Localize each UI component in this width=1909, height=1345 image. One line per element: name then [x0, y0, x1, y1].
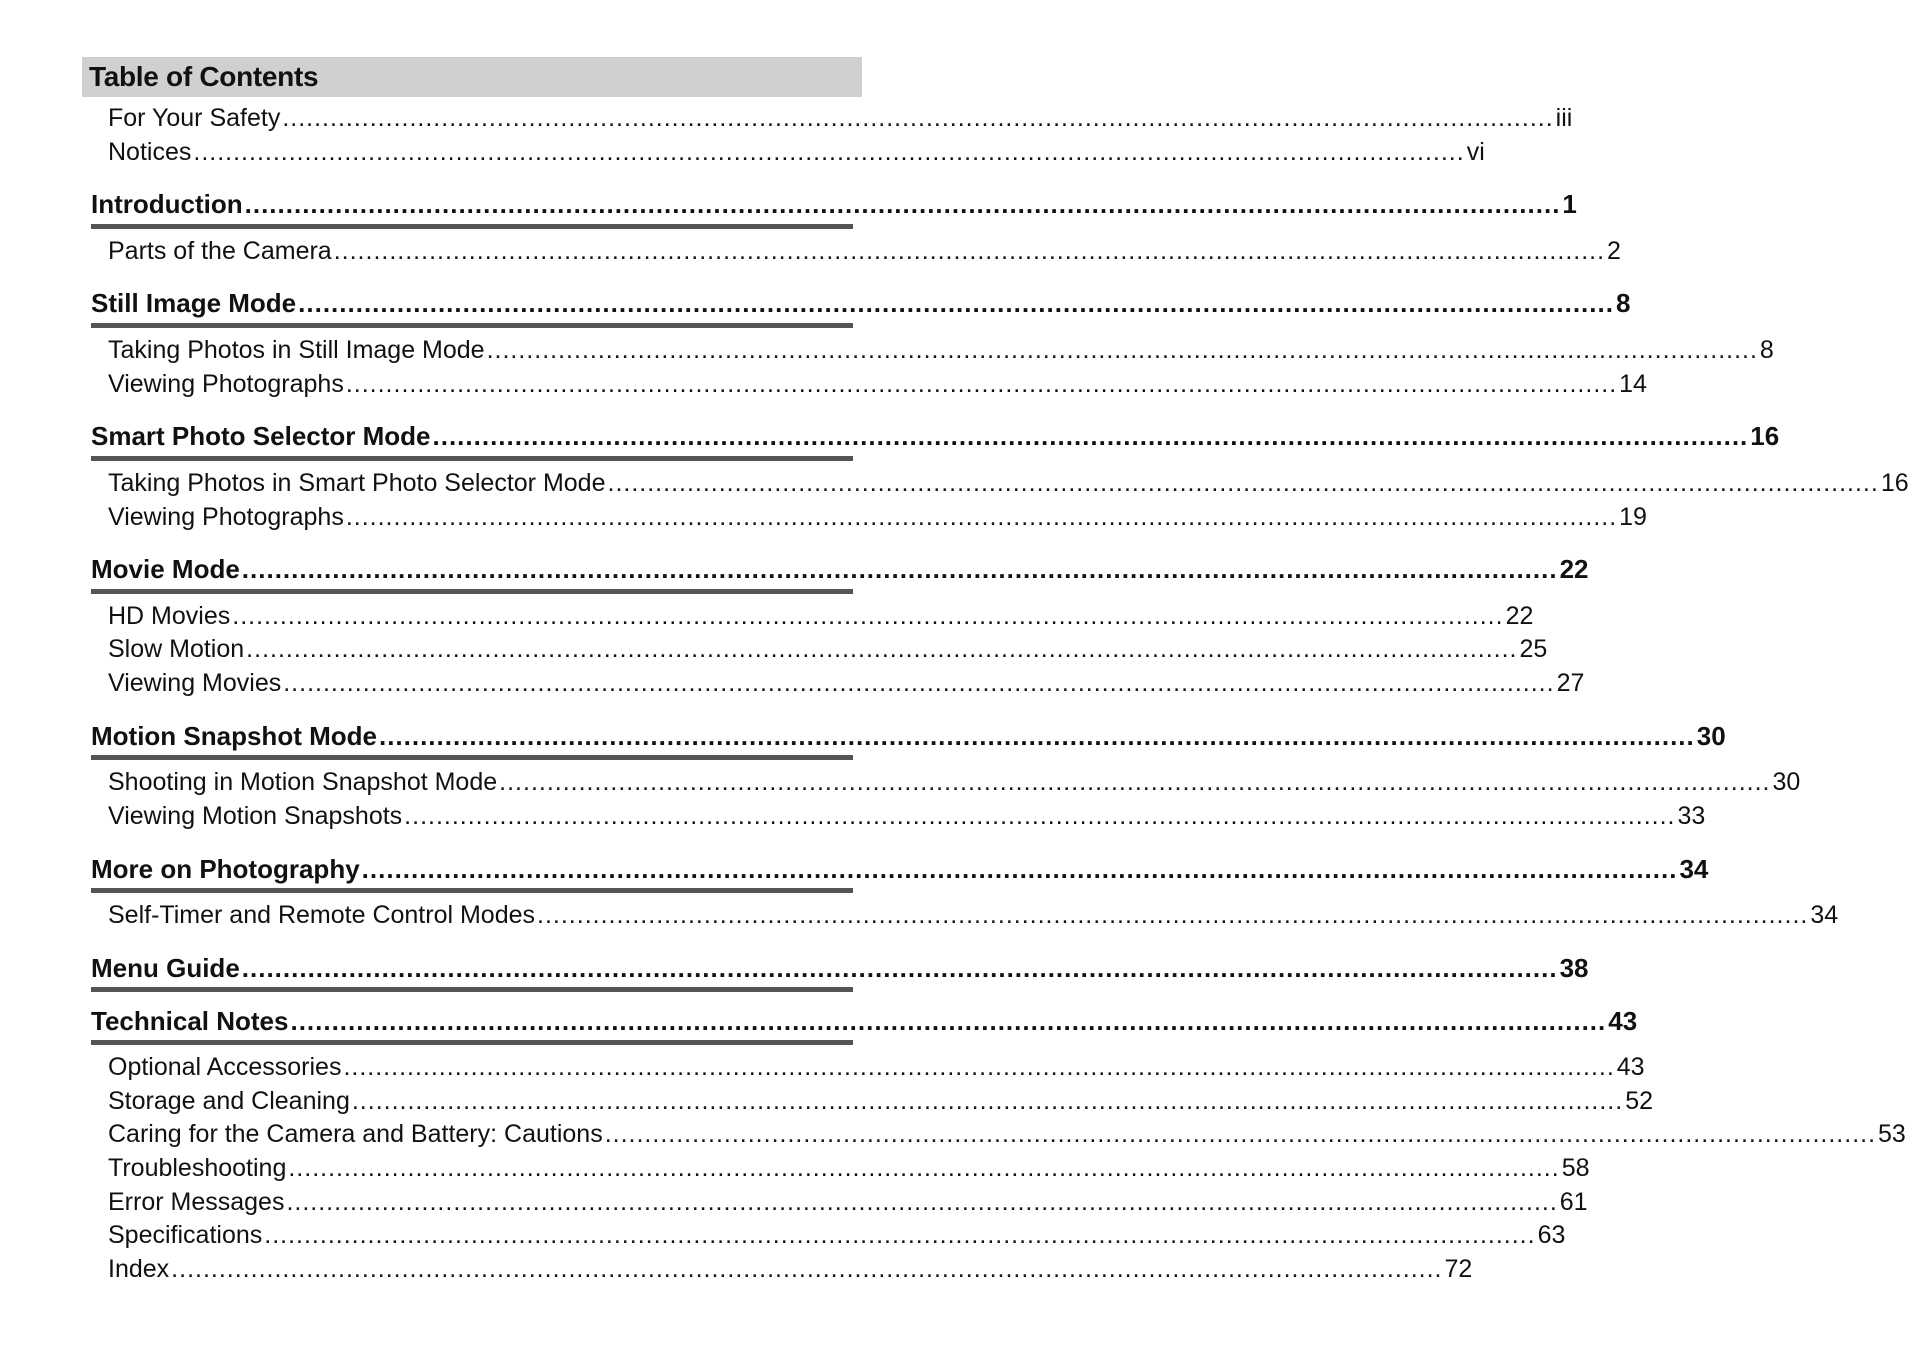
- toc-entry[interactable]: [108, 1051, 1645, 1083]
- toc-dot-leader: ................................................................................................................................................................: [333, 237, 1606, 265]
- toc-section-heading[interactable]: [91, 853, 1709, 885]
- section-rule: [91, 1040, 853, 1045]
- toc-entry-label: For Your Safety: [108, 104, 281, 132]
- toc-entry-label: Caring for the Camera and Battery: Cautions: [108, 1120, 603, 1148]
- section-rule: [91, 323, 853, 328]
- toc-entry-label: Taking Photos in Smart Photo Selector Mode: [108, 469, 606, 497]
- toc-section-page: 16: [1750, 421, 1780, 451]
- toc-entry-page: vi: [1466, 138, 1485, 166]
- toc-entry-label: Viewing Motion Snapshots: [108, 802, 403, 830]
- toc-dot-leader: ................................................................................................................................................................: [283, 669, 1555, 697]
- section-rule: [91, 589, 853, 594]
- toc-entry-label: Error Messages: [108, 1188, 285, 1216]
- toc-entry-page: 53: [1878, 1120, 1906, 1148]
- toc-section-page: 30: [1696, 721, 1726, 751]
- toc-entry-label: Self-Timer and Remote Control Modes: [108, 901, 536, 929]
- toc-entry[interactable]: [108, 136, 1485, 168]
- toc-dot-leader: ................................................................................................................................................................: [241, 554, 1558, 584]
- toc-dot-leader: ................................................................................................................................................................: [244, 189, 1561, 219]
- toc-entry[interactable]: [108, 600, 1534, 632]
- toc-dot-leader: ................................................................................................................................................................: [343, 1053, 1615, 1081]
- toc-entry-label: Troubleshooting: [108, 1154, 287, 1182]
- toc-section-label: Still Image Mode: [91, 288, 297, 318]
- toc-entry-label: Slow Motion: [108, 635, 245, 663]
- toc-entry-page: 25: [1519, 635, 1548, 663]
- toc-entry-label: Index: [108, 1255, 170, 1283]
- toc-section-label: Menu Guide: [91, 953, 240, 983]
- toc-dot-leader: ................................................................................................................................................................: [282, 104, 1554, 132]
- toc-dot-leader: ................................................................................................................................................................: [232, 602, 1504, 630]
- toc-entry-label: Storage and Cleaning: [108, 1087, 350, 1115]
- toc-entry-page: 58: [1561, 1154, 1590, 1182]
- toc-entry-label: Shooting in Motion Snapshot Mode: [108, 768, 498, 796]
- toc-entry-page: 27: [1556, 669, 1585, 697]
- toc-entry[interactable]: [108, 1152, 1590, 1184]
- toc-entry[interactable]: [108, 368, 1647, 400]
- toc-entry[interactable]: [108, 1186, 1588, 1218]
- toc-dot-leader: ................................................................................................................................................................: [288, 1154, 1560, 1182]
- toc-entry-label: Viewing Photographs: [108, 370, 344, 398]
- toc-entry-page: 16: [1880, 469, 1909, 497]
- toc-entry[interactable]: [108, 800, 1706, 832]
- toc-entry[interactable]: [108, 235, 1621, 267]
- toc-entry-page: 61: [1559, 1188, 1588, 1216]
- toc-entry-label: Viewing Photographs: [108, 503, 344, 531]
- section-rule: [91, 987, 853, 992]
- toc-dot-leader: ................................................................................................................................................................: [537, 901, 1809, 929]
- toc-entry-page: 14: [1619, 370, 1647, 398]
- section-rule: [91, 755, 853, 760]
- toc-entry-label: Viewing Movies: [108, 669, 282, 697]
- toc-section-page: 8: [1615, 288, 1631, 318]
- toc-entry-page: 19: [1619, 503, 1647, 531]
- toc-section-label: Movie Mode: [91, 554, 240, 584]
- toc-dot-leader: ................................................................................................................................................................: [345, 370, 1618, 398]
- toc-entry[interactable]: [108, 899, 1839, 931]
- toc-entry-label: Optional Accessories: [108, 1053, 342, 1081]
- toc-section-label: Technical Notes: [91, 1006, 289, 1036]
- toc-entry[interactable]: [108, 334, 1774, 366]
- toc-section-heading[interactable]: [91, 1005, 1638, 1037]
- toc-entry-page: 33: [1677, 802, 1706, 830]
- toc-section-label: Motion Snapshot Mode: [91, 721, 377, 751]
- toc-entry-page: iii: [1555, 104, 1573, 132]
- toc-entry-page: 8: [1759, 336, 1774, 364]
- toc-section-heading[interactable]: [91, 952, 1589, 984]
- toc-entry-label: HD Movies: [108, 602, 231, 630]
- toc-dot-leader: ................................................................................................................................................................: [404, 802, 1676, 830]
- toc-entry-page: 30: [1772, 768, 1801, 796]
- section-rule: [91, 456, 853, 461]
- toc-entry[interactable]: [108, 1085, 1653, 1117]
- toc-section-page: 34: [1679, 854, 1709, 884]
- toc-section-label: Smart Photo Selector Mode: [91, 421, 431, 451]
- toc-section-page: 43: [1608, 1006, 1638, 1036]
- toc-dot-leader: ................................................................................................................................................................: [378, 721, 1695, 751]
- toc-section-page: 22: [1559, 554, 1589, 584]
- toc-entry-label: Notices: [108, 138, 192, 166]
- toc-section-heading[interactable]: [91, 287, 1631, 319]
- toc-section-label: Introduction: [91, 189, 243, 219]
- section-rule: [91, 888, 853, 893]
- toc-entry-page: 22: [1505, 602, 1534, 630]
- toc-entry-page: 43: [1616, 1053, 1645, 1081]
- toc-section-page: 38: [1559, 953, 1589, 983]
- toc-entry[interactable]: [108, 1118, 1906, 1150]
- toc-entry[interactable]: [108, 501, 1647, 533]
- toc-dot-leader: ................................................................................................................................................................: [607, 469, 1879, 497]
- toc-dot-leader: ................................................................................................................................................................: [290, 1006, 1607, 1036]
- toc-entry-page: 63: [1537, 1221, 1566, 1249]
- toc-dot-leader: ................................................................................................................................................................: [486, 336, 1758, 364]
- toc-entry-page: 72: [1444, 1255, 1473, 1283]
- toc-entry-label: Taking Photos in Still Image Mode: [108, 336, 485, 364]
- toc-dot-leader: ................................................................................................................................................................: [432, 421, 1749, 451]
- toc-entry[interactable]: [108, 1253, 1473, 1285]
- toc-section-heading[interactable]: [91, 188, 1577, 220]
- toc-entry-page: 2: [1607, 237, 1621, 265]
- toc-entry-label: Parts of the Camera: [108, 237, 332, 265]
- toc-dot-leader: ................................................................................................................................................................: [361, 854, 1678, 884]
- toc-entry[interactable]: [108, 1219, 1566, 1251]
- toc-entry[interactable]: [108, 467, 1909, 499]
- toc-dot-leader: ................................................................................................................................................................: [171, 1255, 1443, 1283]
- toc-dot-leader: ................................................................................................................................................................: [264, 1221, 1536, 1249]
- page-title: Table of Contents: [89, 61, 319, 92]
- toc-dot-leader: ................................................................................................................................................................: [345, 503, 1618, 531]
- toc-section-heading[interactable]: [91, 553, 1589, 585]
- toc-dot-leader: ................................................................................................................................................................: [351, 1087, 1624, 1115]
- toc-section-heading[interactable]: [91, 720, 1726, 752]
- toc-section-heading[interactable]: [91, 420, 1780, 452]
- toc-dot-leader: ................................................................................................................................................................: [298, 288, 1614, 318]
- toc-entry[interactable]: [108, 667, 1585, 699]
- toc-entry[interactable]: [108, 766, 1801, 798]
- toc-section-page: 1: [1562, 189, 1577, 219]
- toc-entry-page: 52: [1625, 1087, 1653, 1115]
- toc-section-label: More on Photography: [91, 854, 360, 884]
- toc-entry[interactable]: [108, 633, 1548, 665]
- toc-dot-leader: ................................................................................................................................................................: [499, 768, 1771, 796]
- toc-dot-leader: ................................................................................................................................................................: [604, 1120, 1877, 1148]
- toc-dot-leader: ................................................................................................................................................................: [241, 953, 1558, 983]
- toc-entry-label: Specifications: [108, 1221, 263, 1249]
- toc-entry[interactable]: [108, 102, 1573, 134]
- toc-dot-leader: ................................................................................................................................................................: [286, 1188, 1558, 1216]
- toc-entry-page: 34: [1810, 901, 1839, 929]
- toc-dot-leader: ................................................................................................................................................................: [193, 138, 1465, 166]
- toc-dot-leader: ................................................................................................................................................................: [246, 635, 1518, 663]
- section-rule: [91, 224, 853, 229]
